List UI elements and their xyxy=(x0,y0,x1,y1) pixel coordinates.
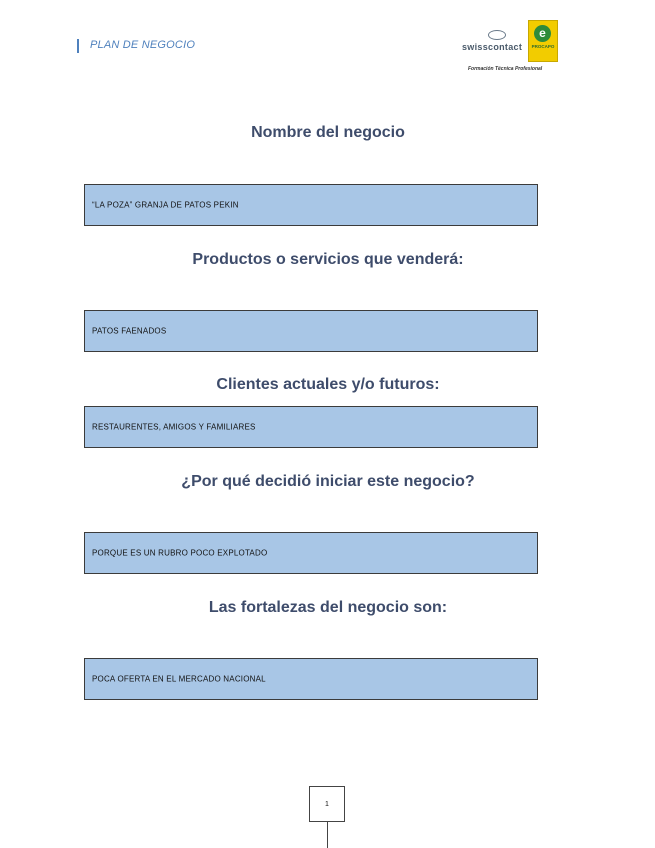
section-title-strengths: Las fortalezas del negocio son: xyxy=(208,599,448,616)
section-title-products: Productos o servicios que venderá: xyxy=(192,251,464,268)
answer-text: PATOS FAENADOS xyxy=(92,326,167,336)
page-number: 1 xyxy=(309,786,345,822)
procapo-logo xyxy=(528,20,558,62)
swisscontact-mark-icon xyxy=(488,30,506,40)
section-title-clients: Clientes actuales y/o futuros: xyxy=(216,376,440,393)
logo-tagline: Formación Técnica Profesional xyxy=(468,66,543,72)
answer-box-business-name xyxy=(84,184,538,226)
page-number-connector xyxy=(327,822,328,848)
section-title-reason: ¿Por qué decidió iniciar este negocio? xyxy=(181,473,475,490)
header-title: PLAN DE NEGOCIO xyxy=(90,39,196,51)
procapo-e-icon: e xyxy=(534,25,551,42)
answer-text: “LA POZA” GRANJA DE PATOS PEKIN xyxy=(92,200,239,210)
logo-area xyxy=(462,20,562,75)
swisscontact-name: swisscontact xyxy=(462,42,523,52)
answer-box-reason xyxy=(84,532,538,574)
answer-text: PORQUE ES UN RUBRO POCO EXPLOTADO xyxy=(92,548,268,558)
answer-box-clients xyxy=(84,406,538,448)
answer-text: RESTAURENTES, AMIGOS Y FAMILIARES xyxy=(92,422,256,432)
swisscontact-logo xyxy=(462,28,528,58)
answer-box-strengths xyxy=(84,658,538,700)
section-title-business-name: Nombre del negocio xyxy=(251,124,405,141)
procapo-name: PROCAPO xyxy=(531,44,555,49)
header-accent-bar xyxy=(77,39,79,53)
answer-text: POCA OFERTA EN EL MERCADO NACIONAL xyxy=(92,674,266,684)
answer-box-products xyxy=(84,310,538,352)
